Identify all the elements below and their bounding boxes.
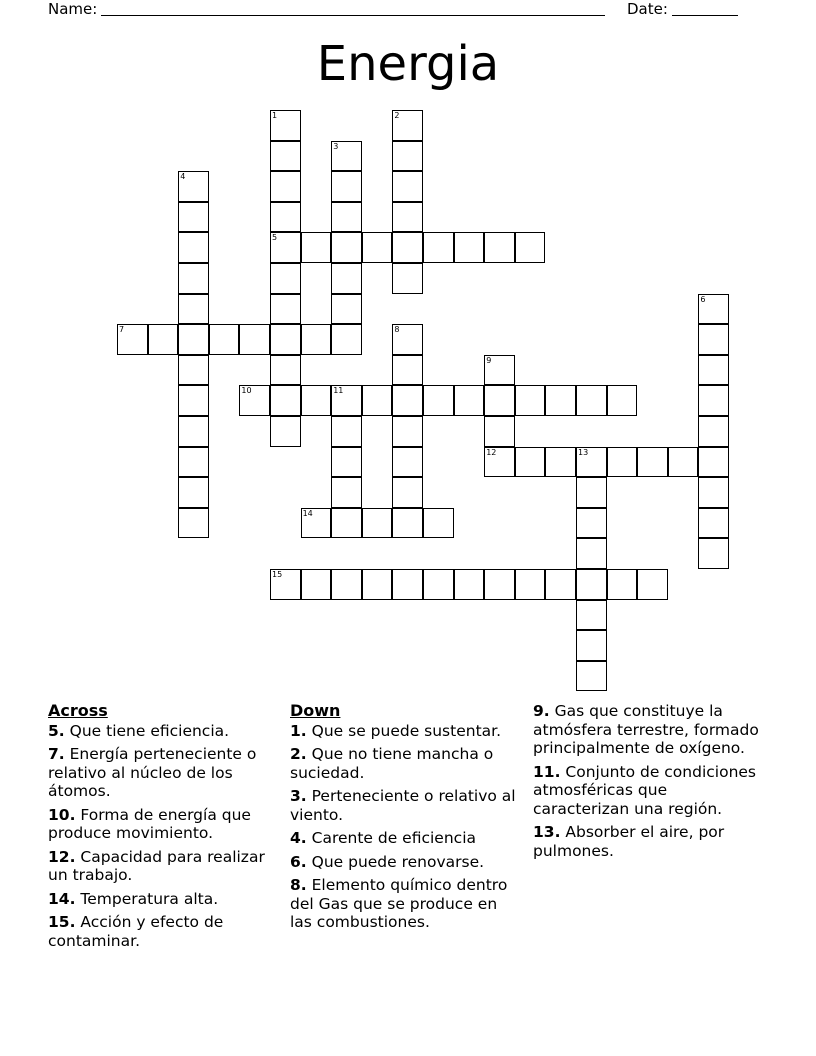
grid-cell[interactable] <box>392 447 423 478</box>
grid-cell[interactable] <box>331 141 362 172</box>
grid-cell[interactable] <box>668 447 699 478</box>
grid-cell[interactable] <box>392 232 423 263</box>
cell-number: 11 <box>333 386 344 396</box>
grid-cell[interactable] <box>454 569 485 600</box>
clue-down-9: 9. Gas que constituye la atmósfera terrestre, formado principalmente de oxígeno. <box>533 702 759 757</box>
grid-cell[interactable] <box>178 294 209 325</box>
grid-cell[interactable] <box>576 661 607 692</box>
grid-cell[interactable] <box>515 447 546 478</box>
grid-cell[interactable] <box>576 600 607 631</box>
clue-down-8: 8. Elemento químico dentro del Gas que se produce en las combustiones. <box>290 876 508 931</box>
grid-cell[interactable] <box>178 508 209 539</box>
grid-cell[interactable] <box>698 324 729 355</box>
grid-cell[interactable] <box>178 202 209 233</box>
grid-cell[interactable] <box>607 385 638 416</box>
grid-cell[interactable] <box>178 477 209 508</box>
grid-cell[interactable] <box>545 385 576 416</box>
grid-cell[interactable] <box>362 569 393 600</box>
down-heading: Down <box>290 701 341 720</box>
clue-down-11: 11. Conjunto de condiciones atmosféricas que caracterizan una región. <box>533 762 757 818</box>
cell-number: 4 <box>180 172 186 182</box>
grid-cell[interactable] <box>178 447 209 478</box>
clue-across-14: 14. Temperatura alta. <box>48 889 219 908</box>
grid-cell[interactable] <box>270 294 301 325</box>
grid-cell[interactable] <box>484 447 515 478</box>
grid-cell[interactable] <box>270 324 301 355</box>
grid-cell[interactable] <box>392 324 423 355</box>
grid-cell[interactable] <box>392 477 423 508</box>
grid-cell[interactable] <box>576 508 607 539</box>
grid-cell[interactable] <box>178 416 209 447</box>
grid-cell[interactable] <box>331 385 362 416</box>
cell-number: 12 <box>486 447 497 457</box>
grid-cell[interactable] <box>178 355 209 386</box>
grid-cell[interactable] <box>392 171 423 202</box>
grid-cell[interactable] <box>515 385 546 416</box>
clue-down-1: 1. Que se puede sustentar. <box>290 721 502 740</box>
grid-cell[interactable] <box>423 232 454 263</box>
grid-cell[interactable] <box>331 232 362 263</box>
cell-number: 8 <box>394 325 400 335</box>
grid-cell[interactable] <box>392 416 423 447</box>
grid-cell[interactable] <box>270 232 301 263</box>
grid-cell[interactable] <box>362 385 393 416</box>
grid-cell[interactable] <box>270 569 301 600</box>
grid-cell[interactable] <box>392 508 423 539</box>
grid-cell[interactable] <box>392 202 423 233</box>
grid-cell[interactable] <box>270 171 301 202</box>
grid-cell[interactable] <box>423 569 454 600</box>
grid-cell[interactable] <box>270 141 301 172</box>
down-clues-continued <box>533 702 765 865</box>
grid-cell[interactable] <box>607 447 638 478</box>
grid-cell[interactable] <box>239 385 270 416</box>
grid-cell[interactable] <box>148 324 179 355</box>
grid-cell[interactable] <box>576 630 607 661</box>
cell-number: 6 <box>700 294 706 304</box>
grid-cell[interactable] <box>362 232 393 263</box>
grid-cell[interactable] <box>178 232 209 263</box>
grid-cell[interactable] <box>392 110 423 141</box>
grid-cell[interactable] <box>698 416 729 447</box>
grid-cell[interactable] <box>178 324 209 355</box>
clue-down-3: 3. Perteneciente o relativo al viento. <box>290 787 516 824</box>
clue-down-4: 4. Carente de eficiencia <box>290 829 476 847</box>
name-label: Name: <box>48 0 98 18</box>
clue-across-12: 12. Capacidad para realizar un trabajo. <box>48 847 265 884</box>
grid-cell[interactable] <box>178 385 209 416</box>
down-clues <box>290 702 522 937</box>
puzzle-title: Energia <box>316 36 500 92</box>
grid-cell[interactable] <box>331 294 362 325</box>
grid-cell[interactable] <box>301 232 332 263</box>
grid-cell[interactable] <box>331 171 362 202</box>
grid-cell[interactable] <box>484 569 515 600</box>
grid-cell[interactable] <box>392 569 423 600</box>
grid-cell[interactable] <box>637 447 668 478</box>
clue-across-15: 15. Acción y efecto de contaminar. <box>48 913 224 950</box>
grid-cell[interactable] <box>331 416 362 447</box>
clue-down-6: 6. Que puede renovarse. <box>290 852 485 871</box>
grid-cell[interactable] <box>698 538 729 569</box>
grid-cell[interactable] <box>331 447 362 478</box>
grid-cell[interactable] <box>301 324 332 355</box>
grid-cell[interactable] <box>698 477 729 508</box>
grid-cell[interactable] <box>576 385 607 416</box>
grid-cell[interactable] <box>698 385 729 416</box>
grid-cell[interactable] <box>270 263 301 294</box>
grid-cell[interactable] <box>698 355 729 386</box>
grid-cell[interactable] <box>209 324 240 355</box>
clue-across-5: 5. Que tiene eficiencia. <box>48 721 230 740</box>
clue-across-7: 7. Energía perteneciente o relativo al núcleo de los átomos. <box>48 745 257 800</box>
grid-cell[interactable] <box>301 508 332 539</box>
grid-cell[interactable] <box>484 416 515 447</box>
grid-cell[interactable] <box>331 263 362 294</box>
grid-cell[interactable] <box>270 416 301 447</box>
grid-cell[interactable] <box>362 508 393 539</box>
grid-cell[interactable] <box>270 355 301 386</box>
clue-across-10: 10. Forma de energía que produce movimiento. <box>48 805 251 842</box>
clue-down-13: 13. Absorber el aire, por pulmones. <box>533 823 725 860</box>
grid-cell[interactable] <box>515 232 546 263</box>
grid-cell[interactable] <box>178 171 209 202</box>
cell-number: 10 <box>241 386 252 396</box>
grid-cell[interactable] <box>423 385 454 416</box>
across-clues <box>48 702 280 955</box>
grid-cell[interactable] <box>301 569 332 600</box>
grid-cell[interactable] <box>270 110 301 141</box>
grid-cell[interactable] <box>484 355 515 386</box>
grid-cell[interactable] <box>331 508 362 539</box>
grid-cell[interactable] <box>576 447 607 478</box>
grid-cell[interactable] <box>331 324 362 355</box>
grid-cell[interactable] <box>637 569 668 600</box>
grid-cell[interactable] <box>698 294 729 325</box>
grid-cell[interactable] <box>331 569 362 600</box>
cell-number: 13 <box>578 447 589 457</box>
across-heading: Across <box>48 701 108 720</box>
grid-cell[interactable] <box>270 385 301 416</box>
grid-cell[interactable] <box>484 385 515 416</box>
date-label: Date: <box>627 0 668 18</box>
grid-cell[interactable] <box>515 569 546 600</box>
grid-cell[interactable] <box>545 447 576 478</box>
cell-number: 2 <box>394 111 400 120</box>
grid-cell[interactable] <box>423 508 454 539</box>
grid-cell[interactable] <box>484 232 515 263</box>
grid-cell[interactable] <box>392 263 423 294</box>
grid-cell[interactable] <box>607 569 638 600</box>
grid-cell[interactable] <box>270 202 301 233</box>
grid-cell[interactable] <box>545 569 576 600</box>
grid-cell[interactable] <box>454 385 485 416</box>
grid-cell[interactable] <box>576 569 607 600</box>
cell-number: 14 <box>302 508 313 518</box>
grid-cell[interactable] <box>331 477 362 508</box>
grid-cell[interactable] <box>239 324 270 355</box>
grid-cell[interactable] <box>178 263 209 294</box>
cell-number: 3 <box>333 141 339 151</box>
grid-cell[interactable] <box>698 508 729 539</box>
cell-number: 15 <box>272 570 283 579</box>
cell-number: 9 <box>486 355 492 365</box>
grid-cell[interactable] <box>301 385 332 416</box>
grid-cell[interactable] <box>117 324 148 355</box>
grid-cell[interactable] <box>576 477 607 508</box>
grid-cell[interactable] <box>576 538 607 569</box>
cell-number: 1 <box>272 111 278 120</box>
grid-cell[interactable] <box>698 447 729 478</box>
grid-cell[interactable] <box>392 385 423 416</box>
grid-cell[interactable] <box>454 232 485 263</box>
cell-number: 7 <box>119 325 125 335</box>
grid-cell[interactable] <box>331 202 362 233</box>
clue-down-2: 2. Que no tiene mancha o suciedad. <box>290 745 494 782</box>
grid-cell[interactable] <box>392 141 423 172</box>
grid-cell[interactable] <box>392 355 423 386</box>
cell-number: 5 <box>272 233 278 243</box>
